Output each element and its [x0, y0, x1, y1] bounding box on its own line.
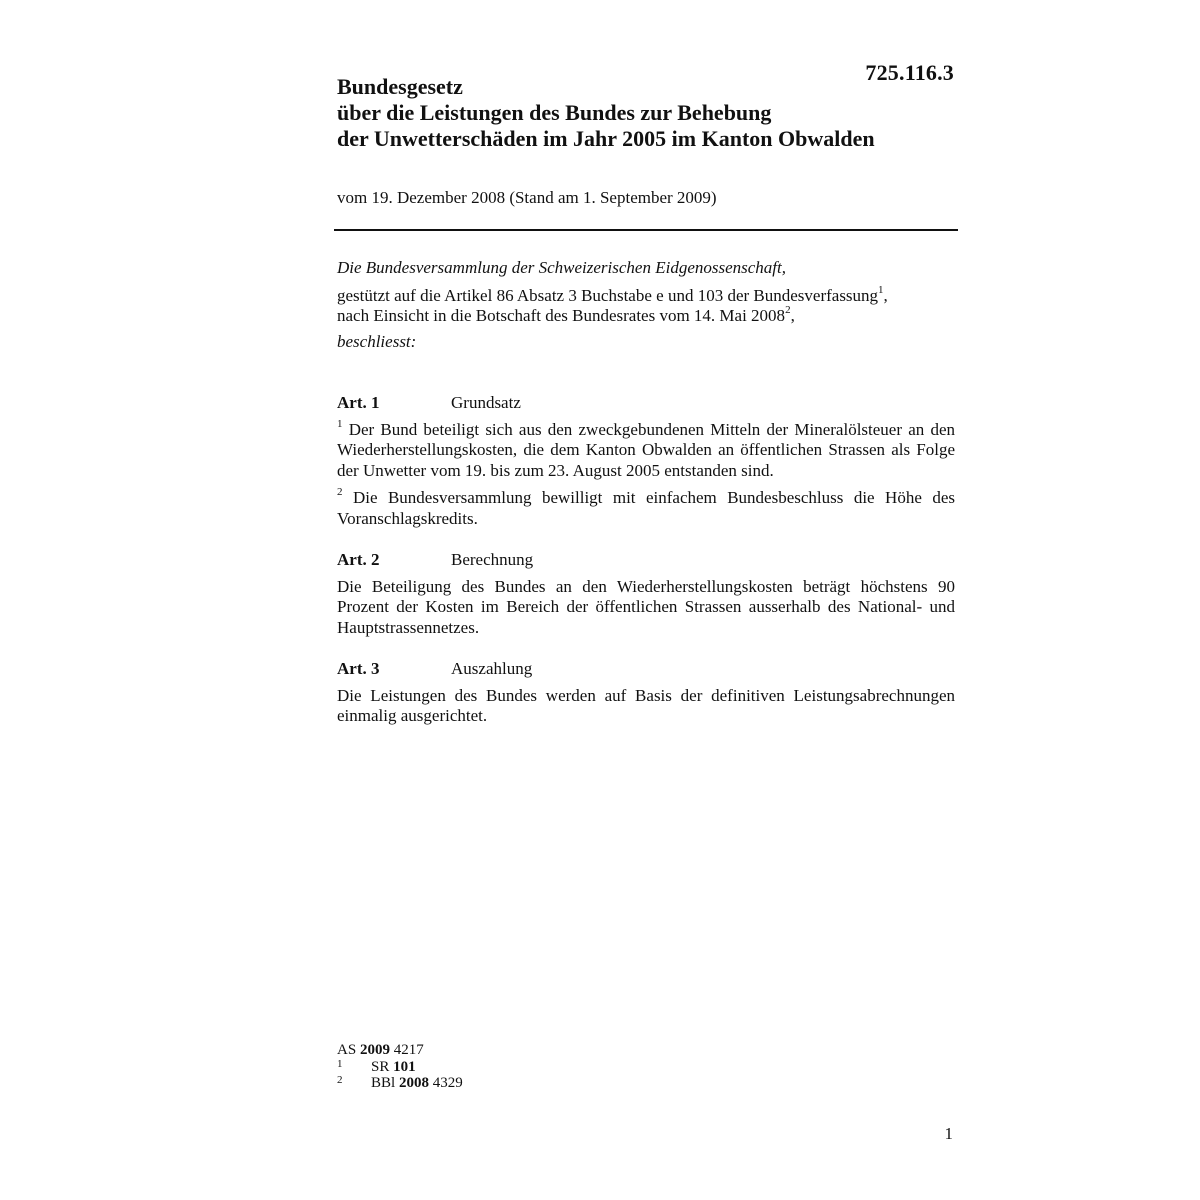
basis-punct: , — [790, 306, 795, 325]
paragraph-number: 1 — [337, 417, 343, 430]
title-line: der Unwetterschäden im Jahr 2005 im Kanton Obwalden — [337, 126, 875, 151]
article-title: Grundsatz — [451, 393, 521, 412]
dateline: vom 19. Dezember 2008 (Stand am 1. September 2009) — [337, 188, 717, 207]
paragraph-number: 2 — [337, 486, 343, 499]
page-number: 1 — [944, 1124, 953, 1143]
footnote-mark: 2 — [337, 1074, 343, 1086]
footnote-ref[interactable]: 2 — [785, 304, 791, 317]
paragraph-text: Der Bund beteiligt sich aus den zweckgebundenen Mitteln der Mineralölsteuer an den Wiederherstellungskosten, die dem Kanton Obwalden an öffentlichen Strassen als Folge der Unwetter vom 19. bis zum 23. August 2005 entstanden sind. — [337, 419, 955, 480]
legal-basis-message — [337, 306, 957, 326]
article-paragraph — [337, 577, 955, 639]
article-heading — [337, 393, 955, 414]
article-title: Berechnung — [451, 550, 534, 569]
title-line: Bundesgesetz — [337, 74, 463, 99]
footnote-bold: 101 — [393, 1059, 416, 1075]
legal-basis-constitution — [337, 286, 957, 306]
title-line: über die Leistungen des Bundes zur Behebung — [337, 100, 772, 125]
footnote-2 — [337, 1075, 463, 1091]
footnote-prefix: BBl — [371, 1075, 396, 1091]
article-paragraph — [337, 488, 955, 529]
articles — [337, 393, 955, 748]
basis-punct: , — [883, 286, 888, 305]
article-1 — [337, 393, 955, 529]
article-2 — [337, 550, 955, 638]
basis-text: nach Einsicht in die Botschaft des Bundesrates vom 14. Mai 2008 — [337, 306, 786, 325]
footnotes — [337, 1042, 463, 1091]
basis-text: gestützt auf die Artikel 86 Absatz 3 Buchstabe e und 103 der Bundesverfassung — [337, 286, 879, 305]
article-paragraph — [337, 417, 955, 482]
as-prefix: AS — [337, 1042, 357, 1058]
paragraph-text: Die Beteiligung des Bundes an den Wiederherstellungskosten beträgt höchstens 90 Prozent der Kosten im Bereich der öffentlichen Strassen ausserhalb des National- und Hauptstrassennetzes. — [337, 576, 955, 637]
footnote-prefix: SR — [371, 1059, 390, 1075]
article-title: Auszahlung — [451, 659, 533, 678]
article-heading — [337, 550, 955, 571]
article-number: Art. 1 — [337, 393, 380, 412]
paragraph-text: Die Leistungen des Bundes werden auf Basis der definitiven Leistungsabrechnungen einmalig ausgerichtet. — [337, 685, 955, 725]
article-3 — [337, 659, 955, 727]
as-year: 2009 — [359, 1042, 390, 1058]
footnote-mark: 1 — [337, 1058, 343, 1070]
preamble — [337, 258, 957, 352]
header-divider — [334, 229, 958, 231]
footnote-bold: 2008 — [398, 1075, 429, 1091]
article-heading — [337, 659, 955, 680]
as-page: 4217 — [393, 1042, 424, 1058]
article-number: Art. 3 — [337, 659, 380, 678]
enactor: Die Bundesversammlung der Schweizerischen Eidgenossenschaft, — [337, 258, 786, 277]
footnote-suffix: 4329 — [432, 1075, 463, 1091]
article-paragraph — [337, 686, 955, 727]
decides-formula: beschliesst: — [337, 332, 417, 351]
footnote-ref[interactable]: 1 — [878, 284, 884, 297]
sr-number: 725.116.3 — [865, 60, 954, 85]
article-number: Art. 2 — [337, 550, 380, 569]
law-title — [337, 74, 977, 152]
paragraph-text: Die Bundesversammlung bewilligt mit einfachem Bundesbeschluss die Höhe des Voranschlagskredits. — [337, 488, 955, 528]
